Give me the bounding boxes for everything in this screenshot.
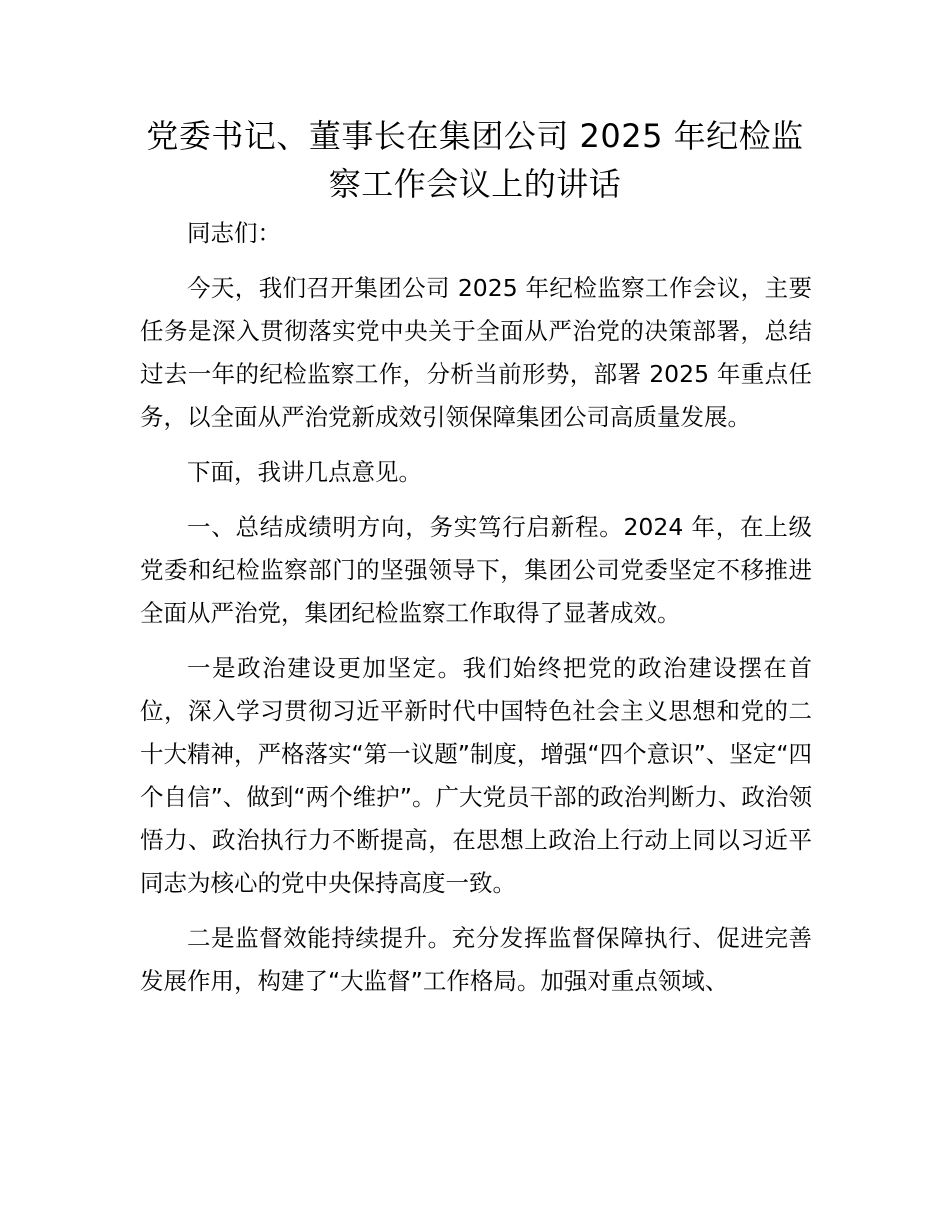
document-title [140, 112, 810, 208]
title-line-2: 察工作会议上的讲话 [328, 165, 622, 203]
paragraph-intro: 今天，我们召开集团公司 2025 年纪检监察工作会议，主要任务是深入贯彻落实党中央关于全面从严治党的决策部署，总结过去一年的纪检监察工作，分析当前形势，部署 2025 年重点任务，以全面从严治党新成效引领保障集团公司高质量发展。 [140, 274, 812, 431]
document-body [140, 212, 812, 1015]
title-line-1: 党委书记、董事长在集团公司 2025 年纪检监 [146, 117, 804, 155]
paragraph-supervision: 二是监督效能持续提升。充分发挥监督保障执行、促进完善发展作用，构建了“大监督”工作格局。加强对重点领域、 [140, 924, 812, 995]
paragraph-section-one: 一、总结成绩明方向，务实笃行启新程。2024 年，在上级党委和纪检监察部门的坚强领导下，集团公司党委坚定不移推进全面从严治党，集团纪检监察工作取得了显著成效。 [140, 513, 812, 627]
paragraph-salutation: 同志们： [187, 219, 281, 247]
paragraph-transition: 下面，我讲几点意见。 [187, 458, 422, 486]
paragraph-political-building: 一是政治建设更加坚定。我们始终把党的政治建设摆在首位，深入学习贯彻习近平新时代中国特色社会主义思想和党的二十大精神，严格落实“第一议题”制度，增强“四个意识”、坚定“四个自信”、做到“两个维护”。广大党员干部的政治判断力、政治领悟力、政治执行力不断提高，在思想上政治上行动上同以习近平同志为核心的党中央保持高度一致。 [140, 654, 812, 897]
